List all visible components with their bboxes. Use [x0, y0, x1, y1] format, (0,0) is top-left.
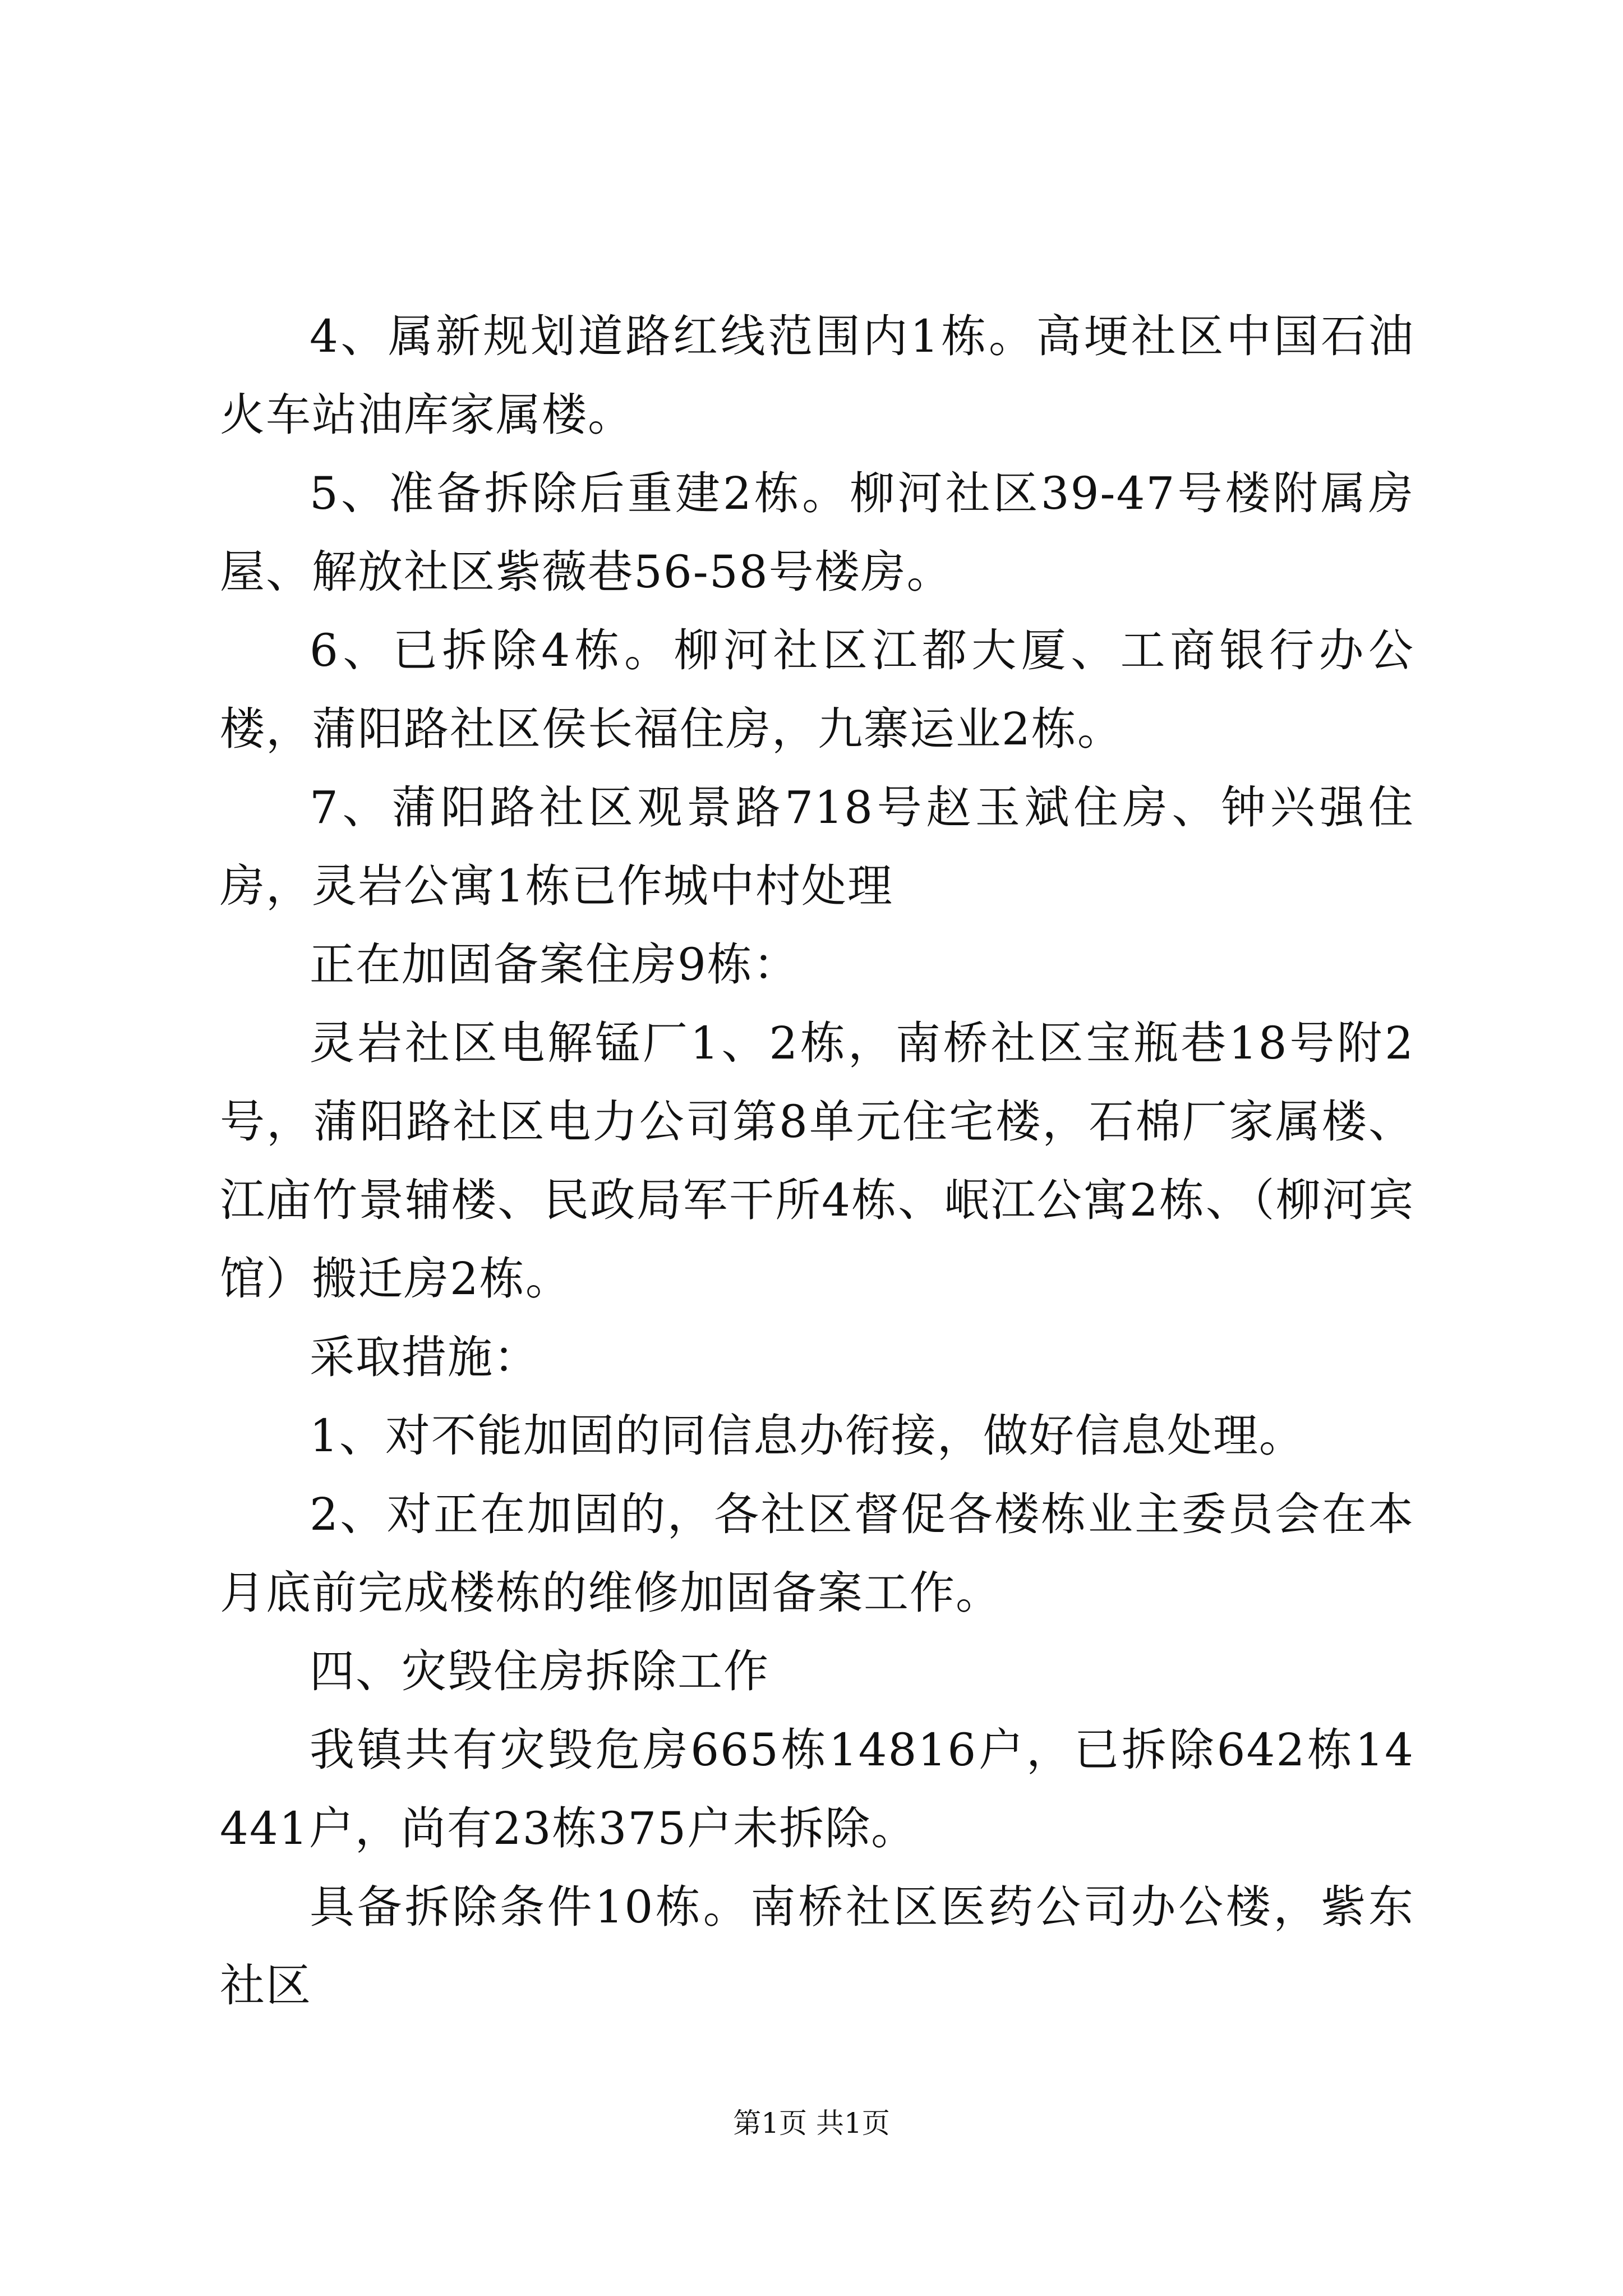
paragraph-reinforcing-list: 灵岩社区电解锰厂1、2栋，南桥社区宝瓶巷18号附2号，蒲阳路社区电力公司第8单元住宅楼，石棉厂家属楼、江庙竹景辅楼、民政局军干所4栋、岷江公寓2栋、（柳河宾馆）搬迁房2栋。 — [220, 1017, 1414, 1305]
paragraph-item-6: 6、已拆除4栋。柳河社区江都大厦、工商银行办公楼，蒲阳路社区侯长福住房，九寨运业2栋。 — [220, 624, 1414, 755]
section-heading-demolition: 四、灾毁住房拆除工作 — [310, 1645, 769, 1697]
paragraph-measures-heading: 采取措施： — [310, 1331, 540, 1383]
page-footer: 第1页 共1页 — [733, 2107, 890, 2139]
paragraph-measure-2: 2、对正在加固的，各社区督促各楼栋业主委员会在本月底前完成楼栋的维修加固备案工作。 — [220, 1488, 1414, 1619]
paragraph-measure-1: 1、对不能加固的同信息办衔接，做好信息处理。 — [310, 1410, 1305, 1462]
paragraph-demolition-summary: 我镇共有灾毁危房665栋14816户，已拆除642栋14441户，尚有23栋375户未拆除。 — [220, 1724, 1414, 1855]
paragraph-item-7: 7、蒲阳路社区观景路718号赵玉斌住房、钟兴强住房，灵岩公寓1栋已作城中村处理 — [220, 781, 1414, 912]
paragraph-reinforcing-heading: 正在加固备案住房9栋： — [310, 938, 799, 991]
document-body — [220, 297, 1414, 2025]
paragraph-item-5: 5、准备拆除后重建2栋。柳河社区39-47号楼附属房屋、解放社区紫薇巷56-58号楼房。 — [220, 467, 1414, 598]
paragraph-item-4: 4、属新规划道路红线范围内1栋。高埂社区中国石油火车站油库家属楼。 — [220, 310, 1414, 441]
paragraph-demolition-conditions: 具备拆除条件10栋。南桥社区医药公司办公楼，紫东社区 — [220, 1881, 1414, 2012]
